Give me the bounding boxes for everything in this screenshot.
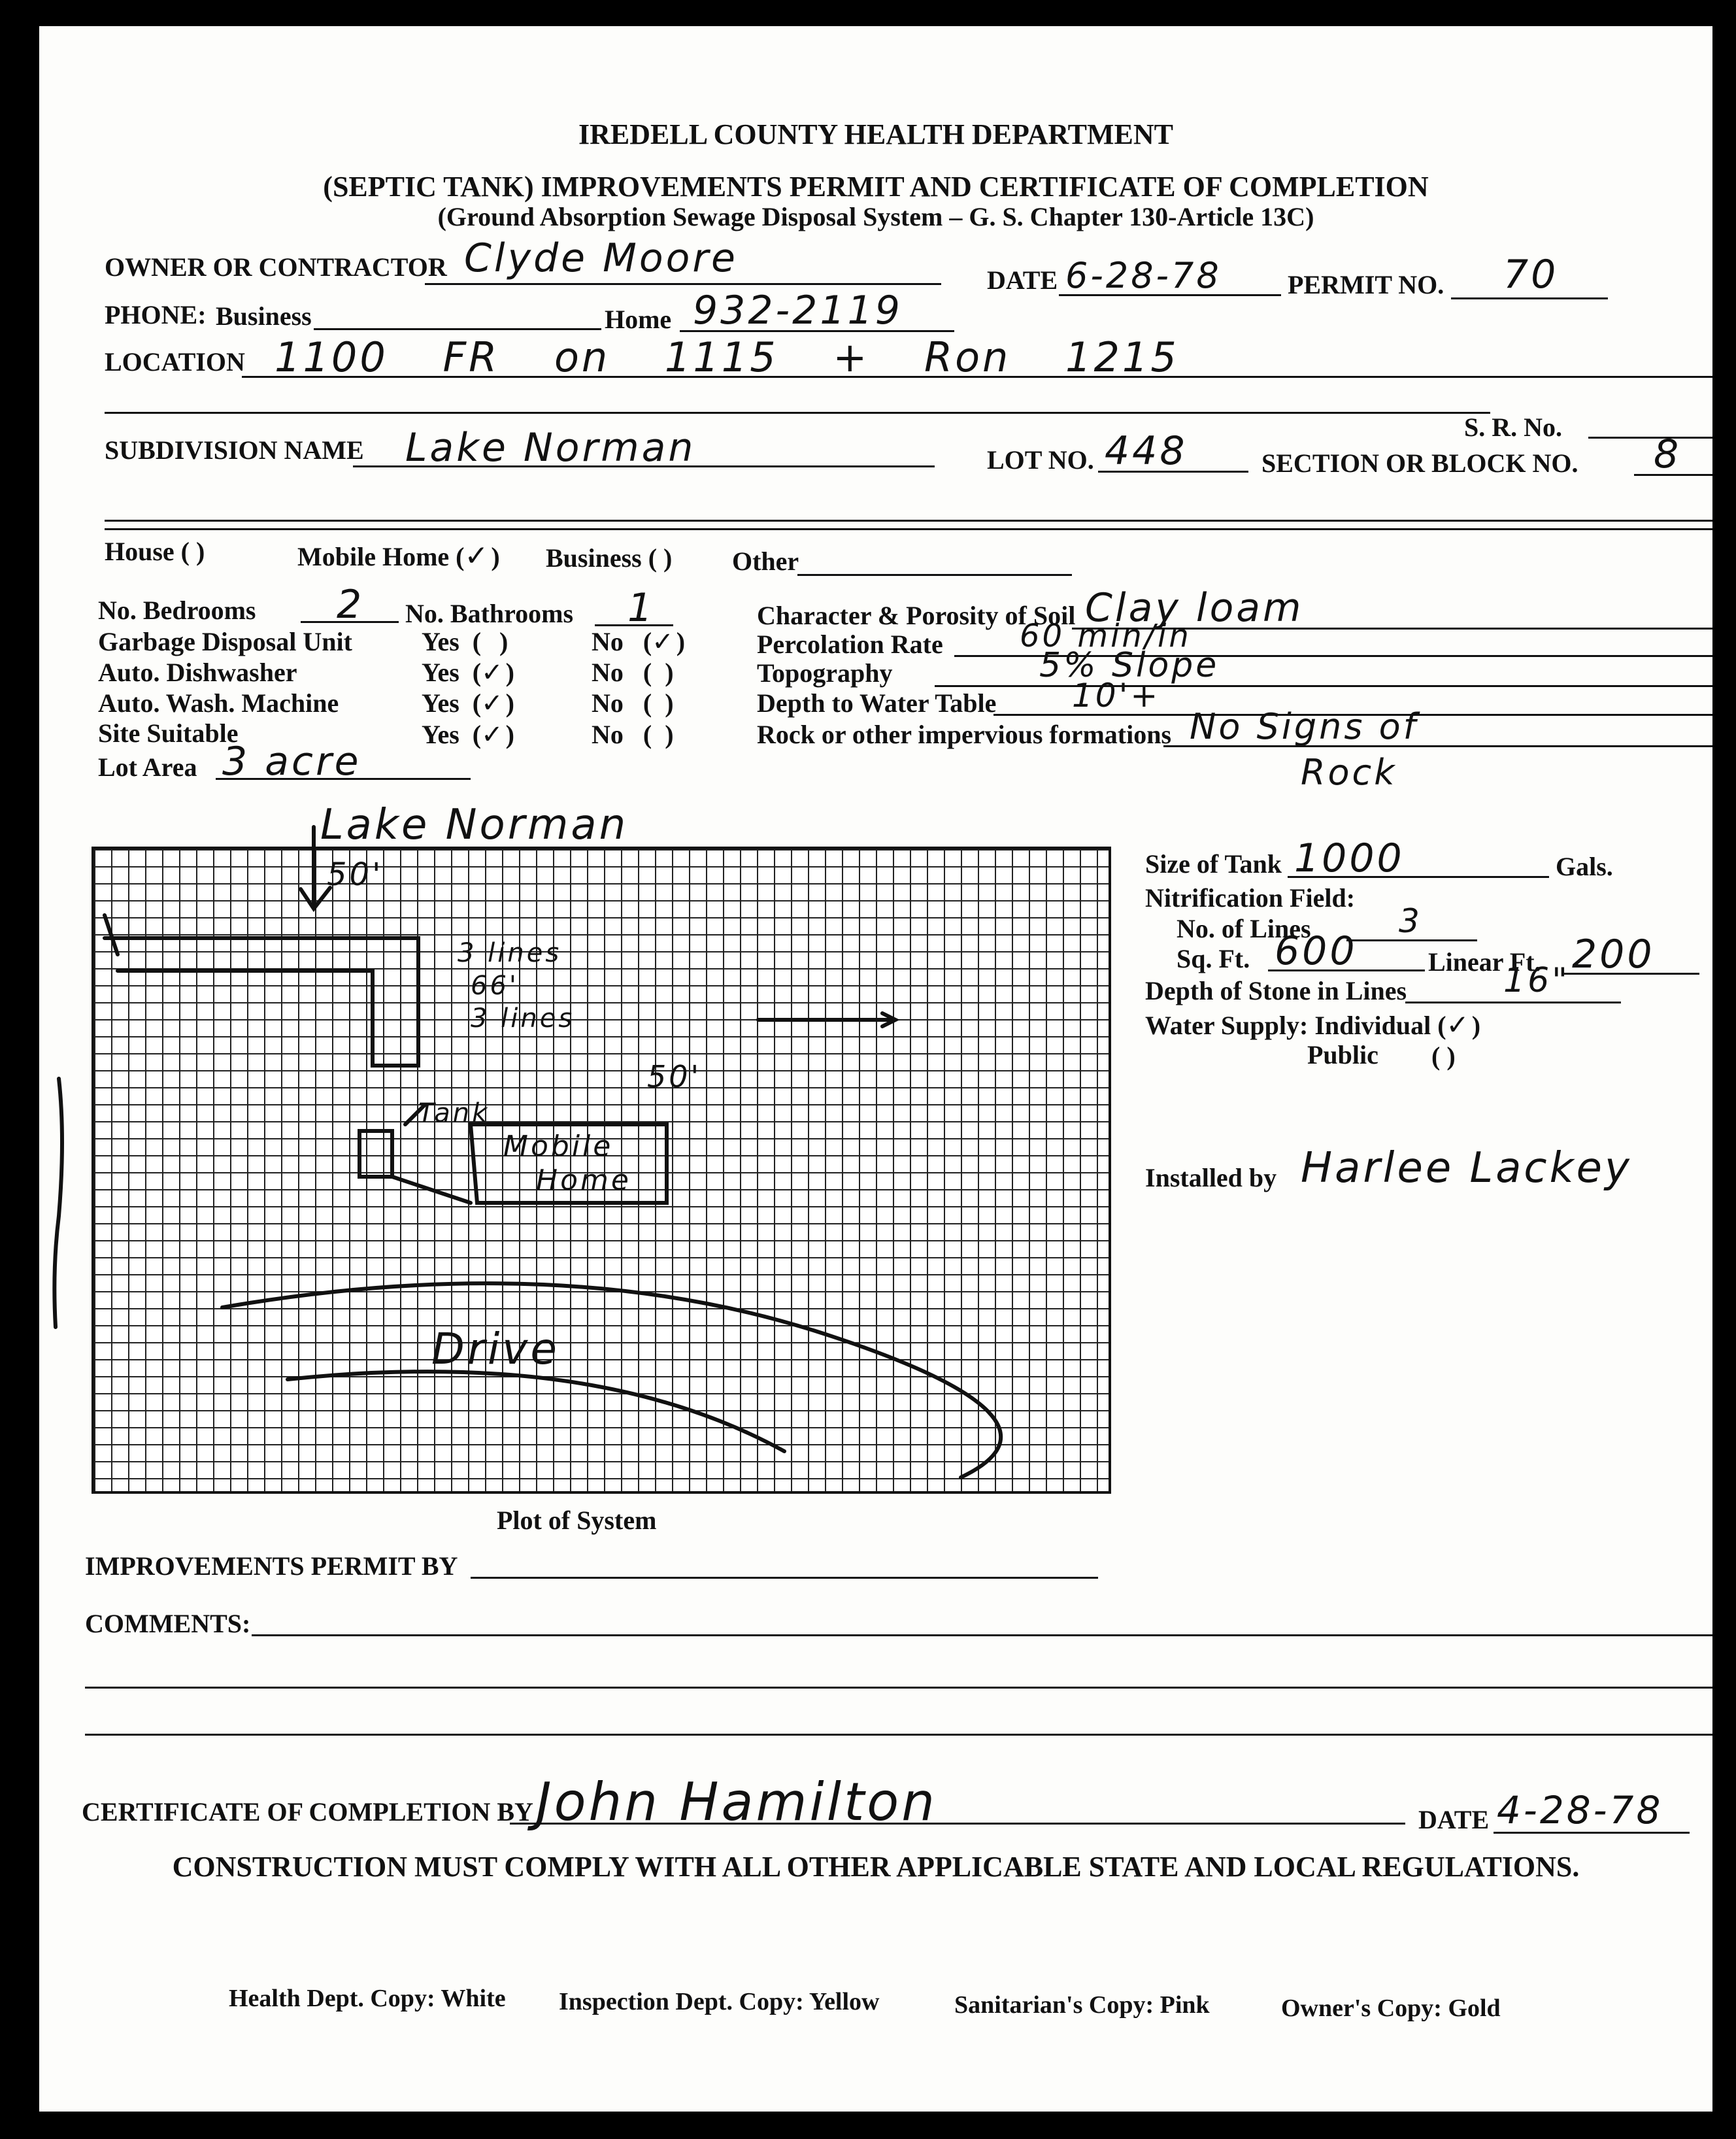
bedrooms-value[interactable]: 2 <box>337 582 365 628</box>
certificate-date-label: DATE <box>1418 1805 1490 1834</box>
comments-line-3 <box>85 1734 1712 1736</box>
percolation-label: Percolation Rate <box>757 630 943 659</box>
comments-line-2 <box>85 1687 1712 1689</box>
plot-caption: Plot of System <box>497 1506 657 1535</box>
permit-no-value[interactable]: 70 <box>1503 252 1559 297</box>
rock-value-1[interactable]: No Signs of <box>1190 706 1418 747</box>
subdivision-value[interactable]: Lake Norman <box>405 425 696 471</box>
date-value[interactable]: 6-28-78 <box>1065 255 1222 296</box>
tank-size-label: Size of Tank <box>1145 849 1282 879</box>
sr-no-label: S. R. No. <box>1464 413 1563 442</box>
washer-yes-mark: ✓ <box>481 688 506 718</box>
percolation-value[interactable]: 60 min/in <box>1020 618 1192 654</box>
copy-owner: Owner's Copy: Gold <box>1281 1995 1501 2022</box>
topography-value[interactable]: 5% Slope <box>1039 646 1220 685</box>
house-option[interactable]: House ( ) <box>105 537 205 566</box>
water-public-label: Public <box>1307 1040 1378 1070</box>
permit-no-label: PERMIT NO. <box>1288 270 1444 299</box>
soil-character-label: Character & Porosity of Soil <box>757 601 1076 630</box>
section-value[interactable]: 8 <box>1654 431 1682 477</box>
improvements-line <box>471 1577 1098 1579</box>
lines-value[interactable]: 3 <box>1399 902 1422 940</box>
plot-fifty-right: 50' <box>647 1059 702 1094</box>
plot-dimension-arrow <box>758 1013 895 1026</box>
tank-size-value[interactable]: 1000 <box>1294 835 1405 881</box>
stone-depth-line <box>1405 1002 1621 1003</box>
plot-lines-note-1: 3 lines <box>458 938 562 968</box>
business-option[interactable]: Business ( ) <box>546 543 673 573</box>
permit-subtitle: (Ground Absorption Sewage Disposal System – G. S. Chapter 130-Article 13C) <box>437 202 1314 231</box>
home-phone-label: Home <box>605 305 672 334</box>
garbage-no[interactable]: No (✓) <box>592 627 686 657</box>
linear-value[interactable]: 200 <box>1572 932 1655 977</box>
location-label: LOCATION <box>105 347 245 377</box>
water-table-label: Depth to Water Table <box>757 688 997 718</box>
copy-inspection-dept: Inspection Dept. Copy: Yellow <box>559 1988 880 2015</box>
washer-no[interactable]: No ( ) <box>592 688 674 718</box>
location-value[interactable]: 1100 FR on 1115 + Ron 1215 <box>275 333 1179 381</box>
water-individual-close: ) <box>1471 1011 1481 1040</box>
garbage-yes[interactable]: Yes ( ) <box>422 627 509 656</box>
site-suitable-yes-label: Yes <box>422 720 459 749</box>
business-phone-label: Business <box>216 301 312 331</box>
compliance-notice: CONSTRUCTION MUST COMPLY WITH ALL OTHER APPLICABLE STATE AND LOCAL REGULATIONS. <box>172 1851 1580 1883</box>
dishwasher-no-label: No <box>592 658 624 687</box>
plot-drive-lower <box>288 1372 784 1451</box>
bathrooms-label: No. Bathrooms <box>405 599 574 628</box>
mobile-home-close: ) <box>491 542 500 571</box>
dishwasher-yes-mark: ✓ <box>481 658 506 688</box>
subdivision-label: SUBDIVISION NAME <box>105 435 364 465</box>
bedrooms-label: No. Bedrooms <box>98 596 256 625</box>
plot-mobile-label: Mobile <box>503 1130 614 1163</box>
soil-character-value[interactable]: Clay loam <box>1085 585 1304 631</box>
linear-label: Linear Ft. <box>1428 947 1541 977</box>
garbage-yes-label: Yes <box>422 627 459 656</box>
site-suitable-no[interactable]: No ( ) <box>592 720 674 749</box>
rock-value-2[interactable]: Rock <box>1301 752 1397 793</box>
washer-no-label: No <box>592 688 624 718</box>
dishwasher-yes[interactable]: Yes (✓) <box>422 658 514 688</box>
mobile-home-check: ✓ <box>464 539 492 573</box>
topography-label: Topography <box>757 658 893 688</box>
garbage-no-mark: ✓ <box>652 627 676 657</box>
site-suitable-yes[interactable]: Yes (✓) <box>422 720 514 750</box>
plot-drive-label: Drive <box>431 1324 559 1374</box>
plot-left-annotation-mark <box>54 1079 62 1327</box>
lot-no-value[interactable]: 448 <box>1105 428 1188 474</box>
washer-yes-label: Yes <box>422 688 459 718</box>
plot-fifty-top: 50' <box>327 856 384 893</box>
plot-left-tick <box>105 915 118 954</box>
other-label: Other <box>732 547 799 576</box>
copy-health-dept: Health Dept. Copy: White <box>229 1985 506 2012</box>
nitrification-label: Nitrification Field: <box>1145 883 1356 913</box>
date-label: DATE <box>987 265 1058 295</box>
lot-no-label: LOT NO. <box>987 445 1094 475</box>
comments-line-1 <box>252 1634 1712 1636</box>
dishwasher-yes-label: Yes <box>422 658 459 687</box>
bathrooms-value[interactable]: 1 <box>627 585 656 631</box>
water-table-value[interactable]: 10'+ <box>1072 677 1161 715</box>
phone-label: PHONE: <box>105 300 207 329</box>
stone-depth-value[interactable]: 16" <box>1503 961 1571 1000</box>
department-title: IREDELL COUNTY HEALTH DEPARTMENT <box>578 118 1173 150</box>
plot-home-label: Home <box>536 1164 631 1197</box>
sqft-value[interactable]: 600 <box>1275 928 1358 974</box>
site-suitable-no-label: No <box>592 720 624 749</box>
site-suitable-yes-mark: ✓ <box>481 720 506 750</box>
plot-lines-note-2: 66' <box>471 971 519 1001</box>
section-label: SECTION OR BLOCK NO. <box>1261 448 1578 478</box>
gals-label: Gals. <box>1556 852 1613 881</box>
washer-label: Auto. Wash. Machine <box>98 688 339 718</box>
improvements-label: IMPROVEMENTS PERMIT BY <box>85 1551 458 1581</box>
garbage-no-label: No <box>592 627 624 656</box>
plot-lines-note-3: 3 lines <box>471 1003 575 1034</box>
copy-sanitarian: Sanitarian's Copy: Pink <box>954 1991 1210 2019</box>
lot-area-value[interactable]: 3 acre <box>222 739 361 784</box>
permit-form <box>39 26 1712 2112</box>
plot-drive-upper <box>222 1283 1001 1477</box>
installed-by-label: Installed by <box>1145 1163 1277 1192</box>
plot-lake-label: Lake Norman <box>320 801 629 849</box>
certificate-date-value[interactable]: 4-28-78 <box>1497 1788 1663 1832</box>
lines-label: No. of Lines <box>1177 914 1311 943</box>
site-suitable-label: Site Suitable <box>98 718 239 748</box>
installed-by-value[interactable]: Harlee Lackey <box>1301 1144 1632 1192</box>
plot-tank-box <box>359 1131 392 1177</box>
plot-septic-lines <box>105 938 418 1066</box>
garbage-label: Garbage Disposal Unit <box>98 627 352 656</box>
lot-area-label: Lot Area <box>98 752 197 782</box>
plot-tank-connector <box>392 1177 471 1203</box>
dishwasher-label: Auto. Dishwasher <box>98 658 297 687</box>
mobile-home-label: Mobile Home ( <box>297 542 465 571</box>
comments-label: COMMENTS: <box>85 1609 251 1638</box>
rock-label: Rock or other impervious formations <box>757 720 1172 749</box>
water-individual-check: ✓ <box>1446 1009 1472 1041</box>
permit-title: (SEPTIC TANK) IMPROVEMENTS PERMIT AND CERTIFICATE OF COMPLETION <box>323 171 1429 203</box>
water-individual-label: Water Supply: Individual ( <box>1145 1011 1446 1040</box>
washer-yes[interactable]: Yes (✓) <box>422 688 514 718</box>
water-individual[interactable] <box>1145 1009 1480 1041</box>
sqft-label: Sq. Ft. <box>1177 944 1250 973</box>
home-phone-value[interactable]: 932-2119 <box>693 288 903 333</box>
owner-label: OWNER OR CONTRACTOR <box>105 252 447 282</box>
plot-tank-label: Tank <box>418 1098 490 1128</box>
certificate-signature[interactable]: John Hamilton <box>536 1772 937 1832</box>
certificate-label: CERTIFICATE OF COMPLETION BY <box>82 1797 533 1827</box>
owner-value[interactable]: Clyde Moore <box>464 235 738 281</box>
stone-depth-label: Depth of Stone in Lines <box>1145 976 1407 1005</box>
dishwasher-no[interactable]: No ( ) <box>592 658 674 687</box>
water-public-option[interactable]: ( ) <box>1431 1041 1456 1071</box>
